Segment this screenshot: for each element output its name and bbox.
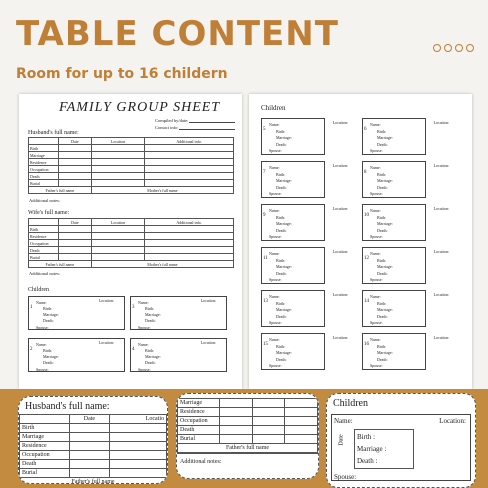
child-field: Birth: — [377, 214, 387, 220]
child-number: 13 — [263, 299, 268, 304]
col-date: Date — [59, 219, 92, 226]
child-field: Birth: — [377, 257, 387, 263]
row-label: Occupation — [20, 451, 70, 460]
field-spouse: Spouse: — [138, 367, 151, 372]
child-field: Death: — [377, 141, 388, 147]
child-box — [130, 338, 227, 372]
row-label: Burial — [20, 469, 70, 478]
date-label: Date — [338, 434, 345, 446]
zoom-husband-title: Husband's full name: — [25, 401, 110, 412]
location-label: Location: — [433, 163, 449, 168]
field-name: Name: — [36, 342, 47, 347]
child-number: 6 — [364, 127, 367, 132]
child-field: Spouse: — [269, 191, 282, 196]
field-marriage: Marriage: — [145, 312, 161, 317]
location-label: Location: — [433, 292, 449, 297]
child-field: Marriage: — [377, 350, 393, 355]
child-field: Marriage: — [377, 135, 393, 140]
field-birth: Birth: — [145, 348, 155, 353]
field-death: Death: — [145, 360, 156, 365]
child-field: Name: — [370, 165, 381, 170]
location-label: Location: — [433, 120, 449, 125]
child-field: Name: — [370, 337, 381, 342]
pagination-dots — [433, 44, 474, 52]
mother-label: Mother's full name — [91, 187, 233, 194]
child-field: Spouse: — [370, 234, 383, 239]
father-label: Father's full name — [29, 261, 92, 268]
child-field: Name: — [269, 208, 280, 213]
notes-label: Additional notes: — [177, 453, 318, 470]
zoom-husband-table — [19, 414, 167, 484]
row-label: Birth — [20, 424, 70, 433]
child-number: 12 — [364, 256, 369, 261]
child-box — [261, 204, 348, 241]
sheet-title: FAMILY GROUP SHEET — [59, 100, 221, 115]
child-field: Marriage: — [276, 221, 292, 226]
child-field: Death: — [377, 184, 388, 190]
child-field: Name: — [269, 251, 280, 256]
child-box — [362, 290, 449, 327]
child-field: Spouse: — [269, 148, 282, 153]
field-death: Death: — [43, 360, 54, 365]
husband-table — [28, 137, 234, 194]
child-number: 10 — [364, 213, 369, 218]
husband-label: Husband's full name: — [28, 130, 79, 136]
field-spouse: Spouse: — [36, 325, 49, 330]
row-label: Death — [178, 426, 220, 435]
col-date: Date — [69, 415, 109, 424]
row-label: Burial — [29, 180, 59, 187]
field-death: Death: — [43, 318, 54, 323]
child-field: Name: — [370, 122, 381, 127]
field-spouse: Spouse: — [36, 367, 49, 372]
child-number: 1 — [30, 305, 33, 310]
children-label: Children — [28, 287, 49, 293]
children-sheet — [249, 94, 472, 389]
child-field: Death: — [276, 227, 287, 233]
child-field: Spouse: — [269, 363, 282, 368]
col-location: Location — [91, 219, 144, 226]
location-label: Location: — [332, 206, 348, 211]
child-number: 16 — [364, 342, 369, 347]
child-number: 7 — [263, 170, 266, 175]
child-field: Death: — [276, 141, 287, 147]
child-box — [362, 161, 449, 198]
field-birth: Birth: — [43, 306, 53, 311]
child-field: Spouse: — [370, 191, 383, 196]
child-field: Name: — [370, 294, 381, 299]
child-field: Name: — [370, 208, 381, 213]
field-name: Name: — [334, 417, 353, 425]
child-field: Birth: — [276, 214, 286, 220]
child-number: 8 — [364, 170, 367, 175]
location-label: Location: — [200, 340, 216, 345]
child-box — [261, 247, 348, 284]
field-spouse: Spouse: — [138, 325, 151, 330]
zoom-children — [326, 393, 476, 488]
child-field: Name: — [269, 165, 280, 170]
child-field: Marriage: — [276, 350, 292, 355]
field-birth: Birth : — [357, 433, 376, 441]
child-box — [130, 296, 227, 330]
child-field: Marriage: — [276, 264, 292, 269]
contact-line — [179, 129, 235, 130]
location-label: Location: — [332, 335, 348, 340]
row-label: Occupation — [29, 166, 59, 173]
col-info: Additional info. — [145, 219, 234, 226]
location-label: Location: — [332, 292, 348, 297]
wife-label: Wife's full name: — [28, 210, 70, 216]
child-field: Spouse: — [370, 320, 383, 325]
row-label: Residence — [29, 233, 59, 240]
field-name: Name: — [138, 342, 149, 347]
child-field: Death: — [276, 313, 287, 319]
child-field: Name: — [370, 251, 381, 256]
child-field: Birth: — [377, 300, 387, 306]
child-field: Name: — [269, 337, 280, 342]
zoom-child-box — [331, 414, 471, 481]
father-label: Father's full name — [29, 187, 92, 194]
child-field: Spouse: — [269, 234, 282, 239]
field-spouse: Spouse: — [334, 473, 357, 481]
wife-table — [28, 218, 234, 268]
row-label: Residence — [29, 159, 59, 166]
field-marriage: Marriage: — [43, 354, 59, 359]
location-label: Location: — [433, 335, 449, 340]
field-birth: Birth: — [43, 348, 53, 353]
location-label: Location: — [332, 120, 348, 125]
row-label: Burial — [29, 254, 59, 261]
dot-icon — [466, 44, 474, 52]
child-field: Marriage: — [276, 178, 292, 183]
col-location: Locatio — [109, 415, 166, 424]
notes-label: Additional notes: — [29, 198, 61, 203]
child-field: Marriage: — [276, 135, 292, 140]
field-death: Death : — [357, 457, 378, 465]
family-group-sheet — [19, 94, 242, 389]
child-field: Birth: — [276, 128, 286, 134]
child-field: Death: — [377, 270, 388, 276]
location-label: Location: — [332, 163, 348, 168]
zoom-children-title: Children — [333, 398, 368, 409]
child-field: Birth: — [276, 343, 286, 349]
child-number: 3 — [132, 305, 135, 310]
row-label: Birth — [29, 226, 59, 233]
col-location: Location — [91, 138, 144, 145]
child-number: 11 — [263, 256, 268, 261]
location-label: Location: — [439, 417, 466, 425]
row-label: Death — [29, 247, 59, 254]
child-number: 5 — [263, 127, 266, 132]
location-label: Location: — [332, 249, 348, 254]
location-label: Location: — [433, 249, 449, 254]
child-field: Name: — [269, 294, 280, 299]
col-date: Date — [59, 138, 92, 145]
child-number: 2 — [30, 347, 33, 352]
zoom-husband — [18, 396, 168, 484]
child-field: Birth: — [276, 171, 286, 177]
child-field: Birth: — [276, 300, 286, 306]
father-label: Father's full name — [178, 444, 318, 453]
child-box — [261, 290, 348, 327]
field-marriage: Marriage: — [145, 354, 161, 359]
page-subtitle: Room for up to 16 childern — [16, 66, 228, 82]
col-info: Additional info. — [145, 138, 234, 145]
child-field: Marriage: — [377, 307, 393, 312]
child-field: Death: — [377, 313, 388, 319]
field-marriage: Marriage: — [43, 312, 59, 317]
dot-icon — [433, 44, 441, 52]
zoom-rows — [176, 393, 319, 479]
child-box — [362, 247, 449, 284]
child-number: 14 — [364, 299, 369, 304]
child-field: Spouse: — [269, 320, 282, 325]
child-field: Birth: — [377, 171, 387, 177]
row-label: Marriage — [178, 399, 220, 408]
dot-icon — [444, 44, 452, 52]
zoom-date-table — [354, 429, 414, 469]
row-label: Death — [29, 173, 59, 180]
notes-label: Additional notes: — [29, 271, 61, 276]
zoom-rows-table — [177, 398, 318, 453]
location-label: Location: — [98, 298, 114, 303]
child-field: Spouse: — [370, 148, 383, 153]
child-box — [261, 118, 348, 155]
compiled-line — [189, 122, 235, 123]
child-field: Marriage: — [377, 221, 393, 226]
child-field: Name: — [269, 122, 280, 127]
child-box — [261, 333, 348, 370]
child-field: Spouse: — [370, 277, 383, 282]
mother-label: Mother's full name — [91, 261, 233, 268]
child-number: 9 — [263, 213, 266, 218]
row-label: Occupation — [29, 240, 59, 247]
child-field: Marriage: — [377, 178, 393, 183]
child-field: Spouse: — [370, 363, 383, 368]
child-number: 15 — [263, 342, 268, 347]
child-field: Death: — [377, 227, 388, 233]
children-label: Children — [261, 104, 286, 112]
child-field: Birth: — [377, 343, 387, 349]
field-death: Death: — [145, 318, 156, 323]
row-label: Residence — [178, 408, 220, 417]
location-label: Location: — [433, 206, 449, 211]
child-field: Spouse: — [269, 277, 282, 282]
contact-info-label: Contact info: — [155, 125, 179, 130]
dot-icon — [455, 44, 463, 52]
child-box — [261, 161, 348, 198]
field-marriage: Marriage : — [357, 445, 387, 453]
row-label: Residence — [20, 442, 70, 451]
child-box — [28, 296, 125, 330]
field-name: Name: — [138, 300, 149, 305]
child-box — [362, 118, 449, 155]
row-label: Marriage — [29, 152, 59, 159]
child-field: Birth: — [377, 128, 387, 134]
location-label: Location: — [98, 340, 114, 345]
child-field: Death: — [377, 356, 388, 362]
child-box — [28, 338, 125, 372]
field-name: Name: — [36, 300, 47, 305]
row-label: Burial — [178, 435, 220, 444]
row-label: Occupation — [178, 417, 220, 426]
child-field: Death: — [276, 356, 287, 362]
child-field: Birth: — [276, 257, 286, 263]
field-birth: Birth: — [145, 306, 155, 311]
child-field: Death: — [276, 270, 287, 276]
child-field: Death: — [276, 184, 287, 190]
row-label: Death — [20, 460, 70, 469]
child-box — [362, 204, 449, 241]
child-field: Marriage: — [377, 264, 393, 269]
father-label: Father's full name — [20, 478, 167, 485]
row-label: Marriage — [20, 433, 70, 442]
row-label: Birth — [29, 145, 59, 152]
location-label: Location: — [200, 298, 216, 303]
child-field: Marriage: — [276, 307, 292, 312]
page-title: TABLE CONTENT — [16, 14, 339, 54]
child-box — [362, 333, 449, 370]
compiled-by-label: Compiled by/date: — [155, 118, 189, 123]
child-number: 4 — [132, 347, 135, 352]
